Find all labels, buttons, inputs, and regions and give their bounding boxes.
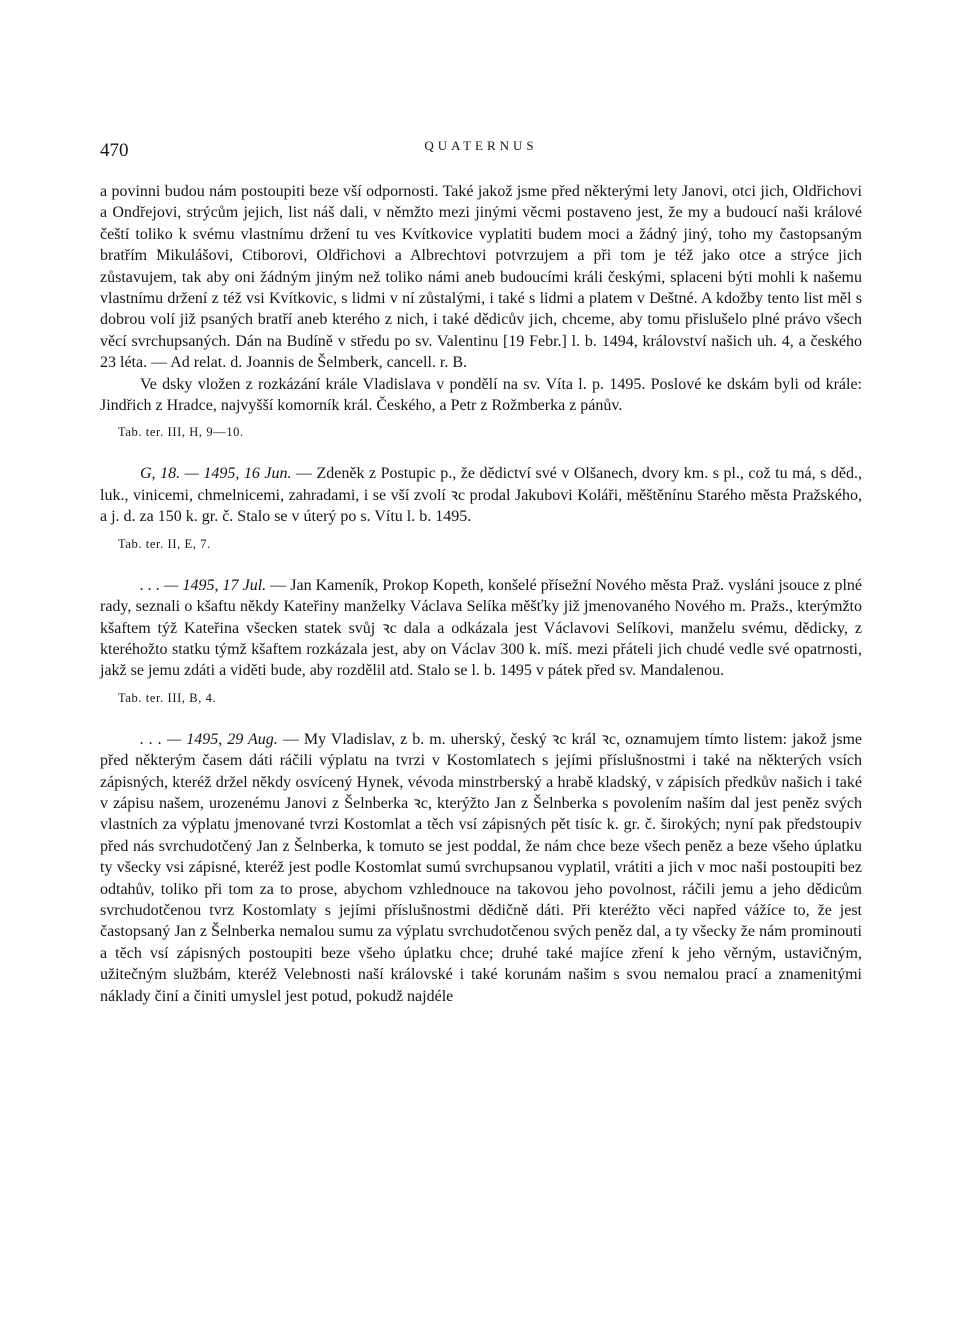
entry-2-text: — Zdeněk z Postupic p., že dědictví své v Olšanech, dvory km. s pl., což tu má, s děd., luk., vinicemi, chmelnicemi, zahradami, i se vší zvolí ꝛc prodal Jakubovi Koláři, měštěnínu Starého města Pražského, a j. d. za 150 k. gr. č. Stalo se v úterý po s. Vítu l. b. 1495.: [100, 465, 863, 526]
entry-1-source: Tab. ter. III, H, 9—10.: [118, 425, 244, 440]
spacer: [100, 443, 862, 463]
entry-2-source: Tab. ter. II, E, 7.: [118, 536, 211, 551]
page-header: [100, 132, 862, 162]
entry-2: [100, 463, 862, 554]
entry-2-heading: G, 18. — 1495, 16 Jun.: [140, 465, 292, 483]
spacer: [100, 555, 862, 575]
page-number: 470: [100, 140, 129, 161]
running-title: QUATERNUS: [424, 138, 538, 153]
entry-3-text: — Jan Kameník, Prokop Kopeth, konšelé přísežní Nového města Praž. vysláni jsouce z plné rady, seznali o kšaftu někdy Kateřiny manželky Václava Selíka měšťky již jmenovaného Nového m. Pražs., kterýmžto kšaftem týž Kateřina všecken statek svůj ꝛc dala a odkázala jest Václavovi Selíkovi, manželu svému, dědicky, z kteréhožto statku týmž kšaftem rozkázala jest, aby on Václav 300 k. míš. mezi přáteli jich chudé vedle své opatrnosti, jakž se jemu zdáti a viděti bude, aby rozdělil atd. Stalo se l. b. 1495 v pátek před sv. Mandalenou.: [100, 576, 862, 680]
page-body: [100, 181, 862, 1007]
entry-4-text: — My Vladislav, z b. m. uherský, český ꝛc král ꝛc, oznamujem tímto listem: jakož jsme před některým časem dáti ráčili výplatu na tvrzi v Kostomlatech s jejími příslušnostmi i také na některých vsích zápisných, kteréž držel někdy osvícený Hynek, vévoda minstrberský a hrabě kladský, v zápisích předkův našich i také v zápisu našem, urozenému Janovi z Šelnberka ꝛc, kterýžto Jan z Šelnberka s povolením naším dal jest peněz svých vlastních za výplatu jmenované tvrzi Kostomlat a těch vsí zápisných pět tisíc k. gr. č. širokých; nyní pak předstoupiv před nás svrchudotčený Jan z Šelnberka, k tomuto se jest poddal, že nám chce beze všech peněz a beze všeho úplatku ty všecky vsi zápisné, kteréž jest podle Kostomlat sumú svrchupsanou vyplatil, vrátiti a jich v moc naši postoupiti bez odtahův, toliko při tom za to prose, abychom vzhlednouce na takovou jeho povolnost, ráčili jemu a jeho dědicům svrchudotčenou tvrz Kostomlaty s jejími příslušnostmi dědičně dáti. Při kteréžto věci napřed vážíce to, že jest častopsaný Jan z Šelnberka nemalou sumu za výplatu svrchudotčenou svých peněz dal, a ty všecky že nám prominouti a těch vsí zápisných postoupiti beze všeho úplatku chce; druhé také majíce zření k jeho věrným, ustavičným, užitečným službám, kteréž Velebnosti naší královské i také korunám našim s svou nemalou prací a znamenitými náklady činí a činiti umyslel jest potud, pokudž najdéle: [100, 730, 862, 1005]
entry-1: [100, 181, 862, 443]
entry-3: [100, 575, 862, 709]
entry-4: [100, 729, 862, 1007]
entry-2-paragraph: [100, 463, 862, 527]
entry-4-heading: . . . — 1495, 29 Aug.: [140, 730, 278, 748]
entry-1-note: Ve dsky vložen z rozkázání krále Vladislava v pondělí na sv. Víta l. p. 1495. Poslové ke dskám byli od krále: Jindřich z Hradce, najvyšší komorník král. Českého, a Petr z Rožmberka z pánův.: [100, 375, 862, 415]
spacer: [100, 709, 862, 729]
entry-3-heading: . . . — 1495, 17 Jul.: [140, 576, 267, 594]
entry-1-text: a povinni budou nám postoupiti beze vší odpornosti. Také jakož jsme před některými lety Janovi, otci jich, Oldřichovi a Ondřejovi, strýcům jejich, list náš dali, v němžto mezi jinými věcmi postaveno jest, že my a budoucí naši králové čeští toliko k svému vlastnímu držení tu ves Kvítkovice vyplatiti budem moci a žádný jiný, toho my častopsaným bratřím Mikulášovi, Ctiborovi, Oldřichovi a Albrechtovi potvrzujem a při tom je též jako otce a strýce jich zůstavujem, tak aby oni žádným jiným než toliko námi aneb budoucími králi českými, splaceni býti mohli k našemu vlastnímu držení z též vsi Kvítkovic, s lidmi v ní zůstalými, i také s lidmi a platem v Deštné. A kdožby tento list měl s dobrou volí již psaných bratří aneb kterého z nich, i také dědicův jich, chceme, aby tomu přislušelo plné právo všech věcí svrchupsaných. Dán na Budíně v středu po sv. Valentinu [19 Febr.] l. b. 1494, království našich uh. 4, a českého 23 léta. — Ad relat. d. Joannis de Šelmberk, cancell. r. B.: [100, 183, 862, 372]
entry-3-paragraph: [100, 575, 862, 682]
entry-3-source: Tab. ter. III, B, 4.: [118, 690, 217, 705]
entry-4-paragraph: [100, 729, 862, 1007]
